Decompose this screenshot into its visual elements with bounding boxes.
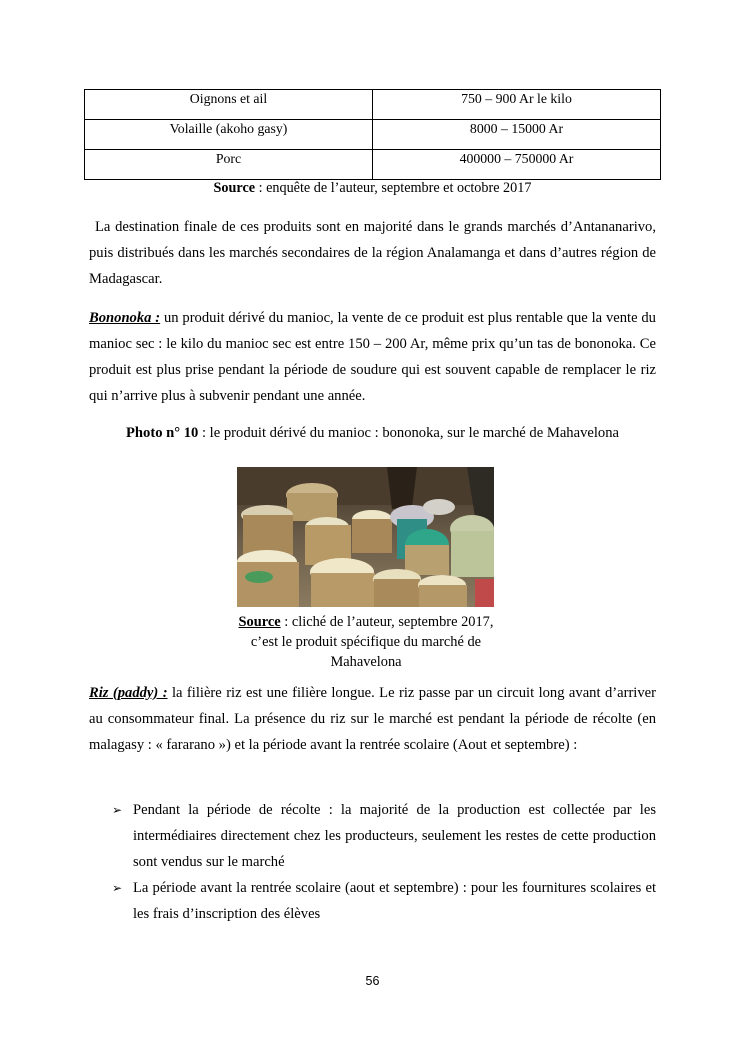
table-source-caption — [84, 179, 661, 197]
table-row — [85, 90, 661, 120]
arrowhead-bullet-icon: ➢ — [112, 881, 123, 895]
paragraph-text: la filière riz est une filière longue. Le riz passe par un circuit long avant d’arriver au consommateur final. La présence du riz sur le marché est pendant la période de récolte (en malagasy : « fararano ») et la période avant la rentrée scolaire (Aout et septembre) : — [89, 685, 656, 753]
photo-title-text: : le produit dérivé du manioc : bononoka, sur le marché de Mahavelona — [198, 425, 619, 441]
baskets-image — [237, 467, 494, 607]
paragraph-text: un produit dérivé du manioc, la vente de ce produit est plus rentable que la vente du manioc sec : le kilo du manioc sec est entre 150 – 200 Ar, même prix qu’un tas de bononoka. Ce produit est plus prise pendant la période de soudure qui est souvent capable de remplacer le riz qui n’arrive plus à subvenir pendant une année. — [89, 310, 656, 404]
arrowhead-bullet-icon: ➢ — [112, 803, 123, 817]
source-label: Source — [238, 614, 281, 630]
photo-source-line — [226, 612, 506, 632]
table-cell: 8000 – 15000 Ar — [373, 120, 661, 150]
paragraph-destination: La destination finale de ces produits sont en majorité dans le grands marchés d’Antananarivo, puis distribués dans les marchés secondaires de la région Analamanga et dans d’autres région de Madagascar. — [89, 219, 656, 287]
paragraph-bononoka — [89, 305, 656, 409]
photo-title — [89, 424, 656, 442]
source-text: : cliché de l’auteur, septembre 2017, — [280, 614, 494, 630]
list-item-text: Pendant la période de récolte : la majorité de la production est collectée par les intermédiaires directement chez les producteurs, seulement les restes de cette production sont vendus sur le marché — [133, 802, 656, 870]
table-cell: Volaille (akoho gasy) — [85, 120, 373, 150]
photo-source-line: Mahavelona — [330, 654, 402, 670]
price-table — [84, 89, 661, 180]
market-photo — [237, 467, 494, 607]
page-number: 56 — [365, 974, 380, 988]
list-item-text: La période avant la rentrée scolaire (aout et septembre) : pour les fournitures scolaires et les frais d’inscription des élèves — [133, 880, 656, 922]
source-text: : enquête de l’auteur, septembre et octobre 2017 — [255, 180, 532, 196]
paragraph-riz — [89, 680, 656, 758]
table-row — [85, 120, 661, 150]
photo-source-line: c’est le produit spécifique du marché de — [250, 634, 482, 650]
table-row — [85, 150, 661, 180]
photo-source-caption — [226, 612, 506, 672]
table-cell: Oignons et ail — [85, 90, 373, 120]
table-cell: 400000 – 750000 Ar — [373, 150, 661, 180]
term-label: Bononoka : — [89, 310, 161, 326]
term-label: Riz (paddy) : — [89, 685, 168, 701]
source-label: Source — [213, 180, 256, 196]
table-cell: Porc — [85, 150, 373, 180]
photo-label: Photo n° 10 — [126, 425, 199, 441]
table-cell: 750 – 900 Ar le kilo — [373, 90, 661, 120]
